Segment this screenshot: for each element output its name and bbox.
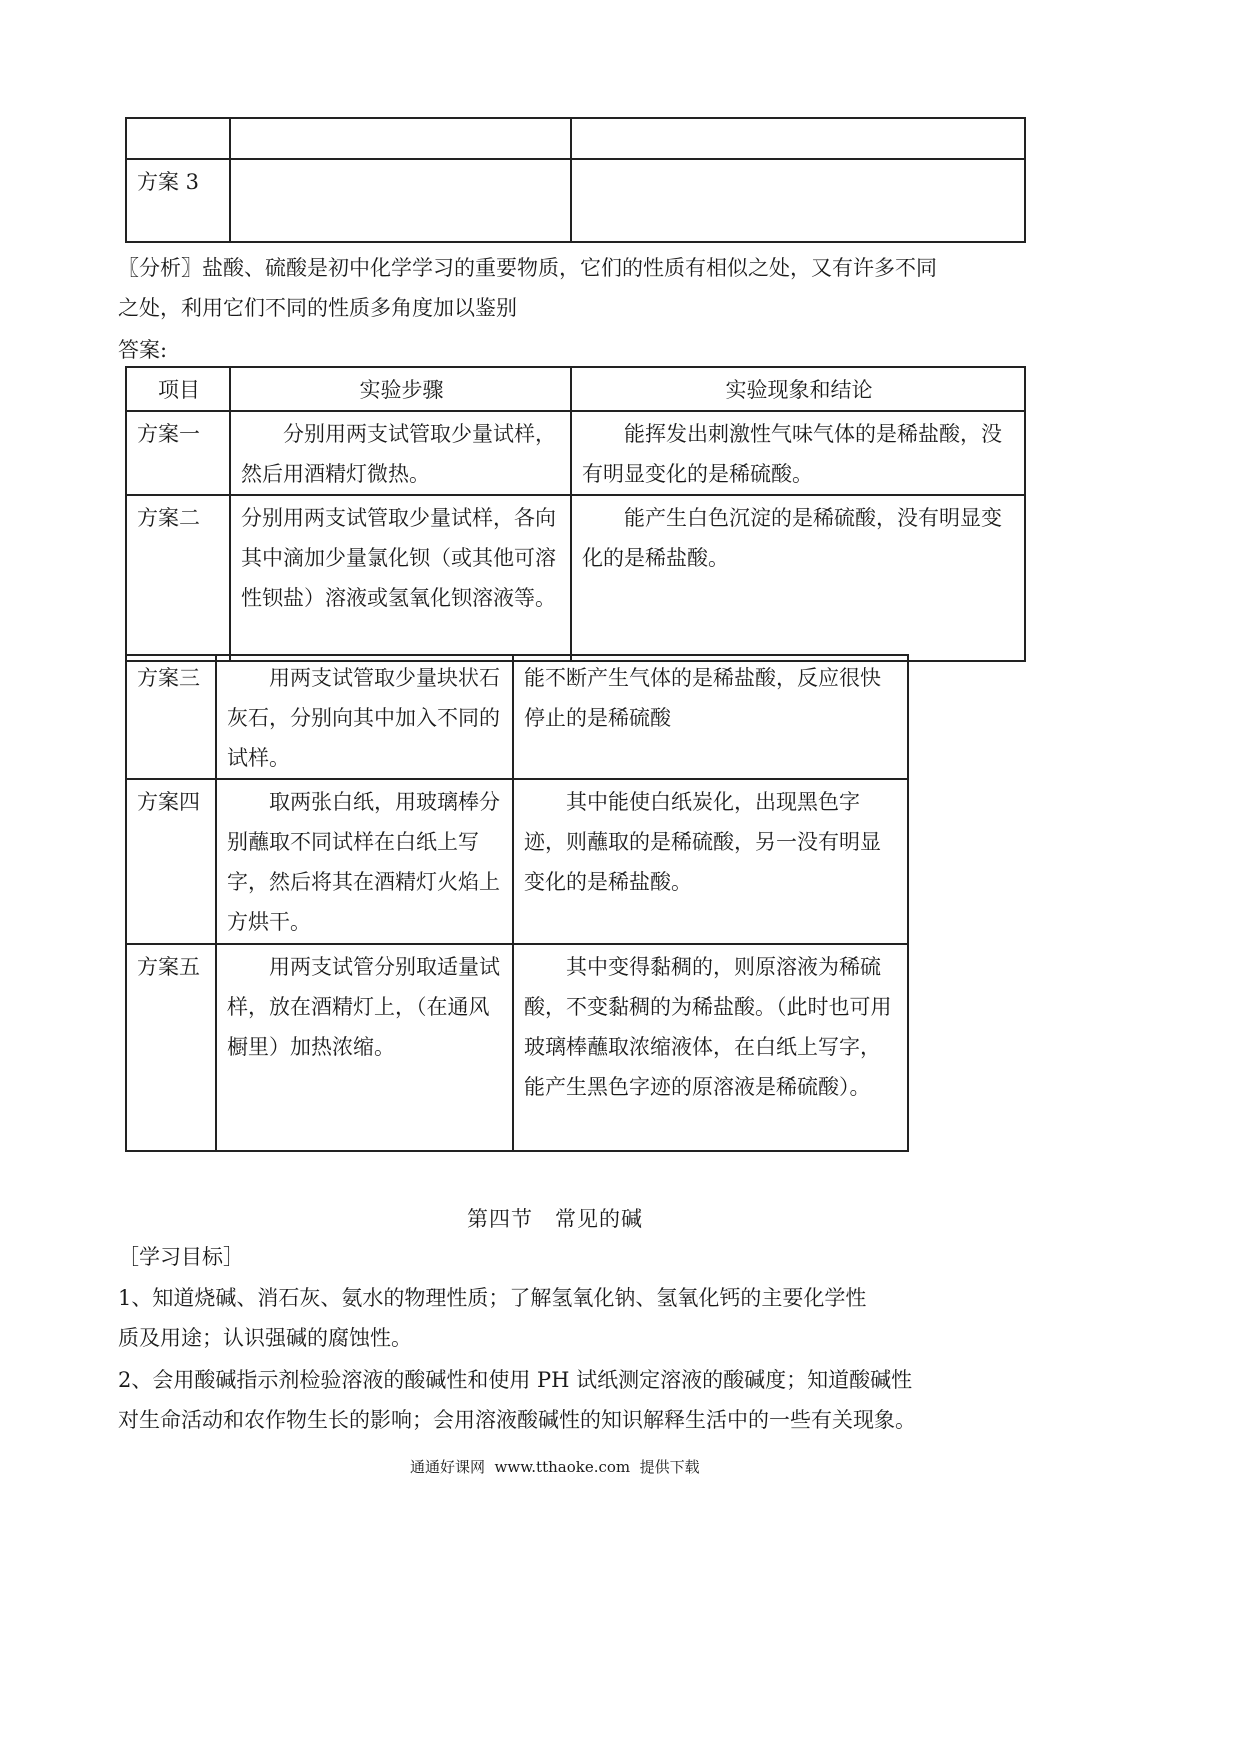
scheme-result: 能产生白色沉淀的是稀硫酸，没有明显变化的是稀盐酸。 — [571, 495, 1025, 661]
answer-label: 答案: — [118, 338, 168, 362]
scheme-label: 方案 3 — [126, 159, 230, 242]
scheme-result: 其中能使白纸炭化，出现黑色字迹，则蘸取的是稀硫酸，另一没有明显变化的是稀盐酸。 — [513, 779, 908, 944]
objectives-heading: ［学习目标］ — [118, 1245, 244, 1269]
header-result: 实验现象和结论 — [571, 367, 1025, 411]
scheme-label: 方案三 — [126, 655, 216, 779]
scheme-result: 能不断产生气体的是稀盐酸，反应很快停止的是稀硫酸 — [513, 655, 908, 779]
analysis-line-1: 〖分析〗盐酸、硫酸是初中化学学习的重要物质，它们的性质有相似之处，又有许多不同 — [118, 256, 937, 280]
scheme-steps: 用两支试管取少量块状石灰石，分别向其中加入不同的试样。 — [216, 655, 513, 779]
table-cell — [571, 118, 1025, 159]
table-cell — [230, 118, 571, 159]
scheme-result: 其中变得黏稠的，则原溶液为稀硫酸，不变黏稠的为稀盐酸。（此时也可用玻璃棒蘸取浓缩液体，在白纸上写字，能产生黑色字迹的原溶液是稀硫酸）。 — [513, 944, 908, 1151]
objective-1-line-1: 1、知道烧碱、消石灰、氨水的物理性质；了解氢氧化钠、氢氧化钙的主要化学性 — [118, 1286, 867, 1310]
header-item: 项目 — [126, 367, 230, 411]
scheme-result: 能挥发出刺激性气味气体的是稀盐酸，没有明显变化的是稀硫酸。 — [571, 411, 1025, 495]
scheme-label: 方案二 — [126, 495, 230, 661]
table-cell — [571, 159, 1025, 242]
scheme-steps: 分别用两支试管取少量试样，各向其中滴加少量氯化钡（或其他可溶性钡盐）溶液或氢氧化钡溶液等。 — [230, 495, 571, 661]
scheme-label: 方案一 — [126, 411, 230, 495]
scheme-table-top — [125, 117, 1026, 243]
header-steps: 实验步骤 — [230, 367, 571, 411]
analysis-line-2: 之处，利用它们不同的性质多角度加以鉴别 — [118, 296, 517, 320]
scheme-steps: 取两张白纸，用玻璃棒分别蘸取不同试样在白纸上写字，然后将其在酒精灯火焰上方烘干。 — [216, 779, 513, 944]
scheme-steps: 用两支试管分别取适量试样，放在酒精灯上，（在通风橱里）加热浓缩。 — [216, 944, 513, 1151]
scheme-label: 方案五 — [126, 944, 216, 1151]
scheme-label: 方案四 — [126, 779, 216, 944]
table-cell — [230, 159, 571, 242]
answer-table-continued — [125, 654, 909, 1152]
scheme-steps: 分别用两支试管取少量试样，然后用酒精灯微热。 — [230, 411, 571, 495]
answer-table — [125, 366, 1026, 662]
objective-1-line-2: 质及用途；认识强碱的腐蚀性。 — [118, 1326, 412, 1350]
footer-text: 通通好课网 www.tthaoke.com 提供下载 — [410, 1458, 700, 1476]
objective-2-line-1: 2、会用酸碱指示剂检验溶液的酸碱性和使用 PH 试纸测定溶液的酸碱度；知道酸碱性 — [118, 1368, 913, 1392]
table-cell — [126, 118, 230, 159]
section-title: 第四节 常见的碱 — [467, 1207, 643, 1231]
objective-2-line-2: 对生命活动和农作物生长的影响；会用溶液酸碱性的知识解释生活中的一些有关现象。 — [118, 1408, 916, 1432]
